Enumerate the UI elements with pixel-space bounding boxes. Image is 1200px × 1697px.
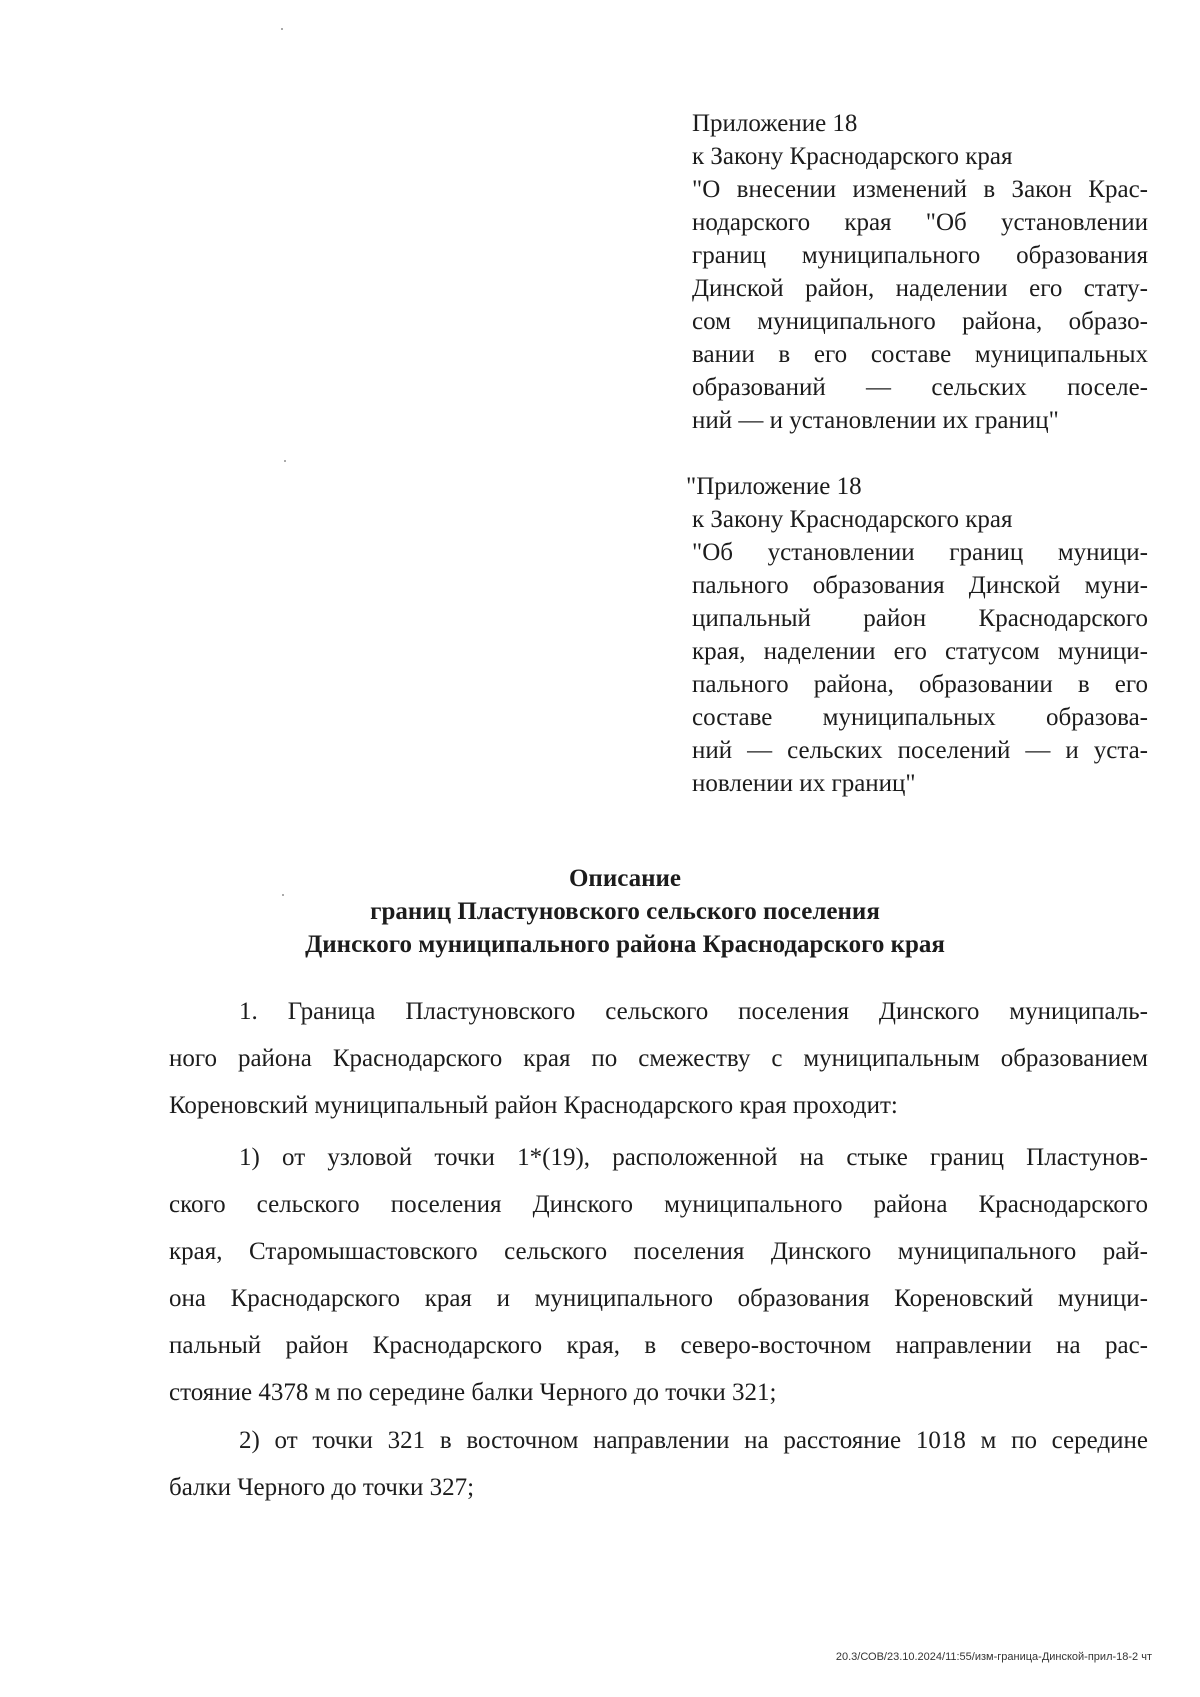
appendix-line: пального района, образовании в его xyxy=(692,671,1148,698)
title-line: Динского муниципального района Краснодарского края xyxy=(305,931,945,958)
appendix-line: ципальный район Краснодарского xyxy=(692,605,1148,632)
paragraph-line: Кореновский муниципальный район Краснодарского края проходит: xyxy=(169,1092,898,1119)
paragraph-line: 1) от узловой точки 1*(19), расположенной на стыке границ Пластунов- xyxy=(239,1144,1148,1171)
appendix-header-amending-law xyxy=(692,107,1148,437)
appendix-line: составе муниципальных образова- xyxy=(692,704,1148,731)
appendix-line: Динской район, наделении его стату- xyxy=(692,275,1148,302)
paragraph-line: она Краснодарского края и муниципального образования Кореновский муници- xyxy=(169,1285,1148,1312)
scan-speck xyxy=(284,460,286,462)
appendix-header-original-law xyxy=(686,470,1148,800)
paragraph-line: пальный район Краснодарского края, в северо-восточном направлении на рас- xyxy=(169,1332,1148,1359)
appendix-line: новлении их границ" xyxy=(692,770,916,797)
appendix-line: нодарского края "Об установлении xyxy=(692,209,1148,236)
paragraph-line: ского сельского поселения Динского муниципального района Краснодарского xyxy=(169,1191,1148,1218)
appendix-line: Приложение 18 xyxy=(692,110,858,137)
paragraph-line: 2) от точки 321 в восточном направлении на расстояние 1018 м по середине xyxy=(239,1427,1148,1454)
appendix-line: образований — сельских поселе- xyxy=(692,374,1148,401)
appendix-line: к Закону Краснодарского края xyxy=(692,506,1013,533)
paragraph-line: 1. Граница Пластуновского сельского поселения Динского муниципаль- xyxy=(239,998,1148,1025)
title-line: Описание xyxy=(568,865,682,892)
appendix-line: пального образования Динской муни- xyxy=(692,572,1148,599)
paragraph-item-2 xyxy=(169,1417,1148,1511)
paragraph-item-1 xyxy=(169,1134,1148,1416)
paragraph-line: края, Старомышастовского сельского поселения Динского муниципального рай- xyxy=(169,1238,1148,1265)
document-footer-code: 20.3/СОВ/23.10.2024/11:55/изм-граница-Динской-прил-18-2 чт xyxy=(835,1651,1152,1663)
appendix-line: к Закону Краснодарского края xyxy=(692,143,1013,170)
scan-speck xyxy=(281,28,283,30)
appendix-line: вании в его составе муниципальных xyxy=(692,341,1148,368)
appendix-line: ний — и установлении их границ" xyxy=(692,407,1059,434)
appendix-line: "Приложение 18 xyxy=(686,473,862,500)
paragraph-section-1 xyxy=(169,988,1148,1129)
appendix-line: края, наделении его статусом муници- xyxy=(692,638,1148,665)
appendix-line: "Об установлении границ муници- xyxy=(692,539,1148,566)
appendix-line: ний — сельских поселений — и уста- xyxy=(692,737,1148,764)
title-line: границ Пластуновского сельского поселения xyxy=(370,898,880,925)
paragraph-line: стояние 4378 м по середине балки Черного до точки 321; xyxy=(169,1379,777,1406)
paragraph-line: ного района Краснодарского края по смежеству с муниципальным образованием xyxy=(169,1045,1148,1072)
paragraph-line: балки Черного до точки 327; xyxy=(169,1474,475,1501)
appendix-line: границ муниципального образования xyxy=(692,242,1148,269)
appendix-line: "О внесении изменений в Закон Крас- xyxy=(692,176,1148,203)
appendix-line: сом муниципального района, образо- xyxy=(692,308,1148,335)
document-title xyxy=(200,862,1050,961)
